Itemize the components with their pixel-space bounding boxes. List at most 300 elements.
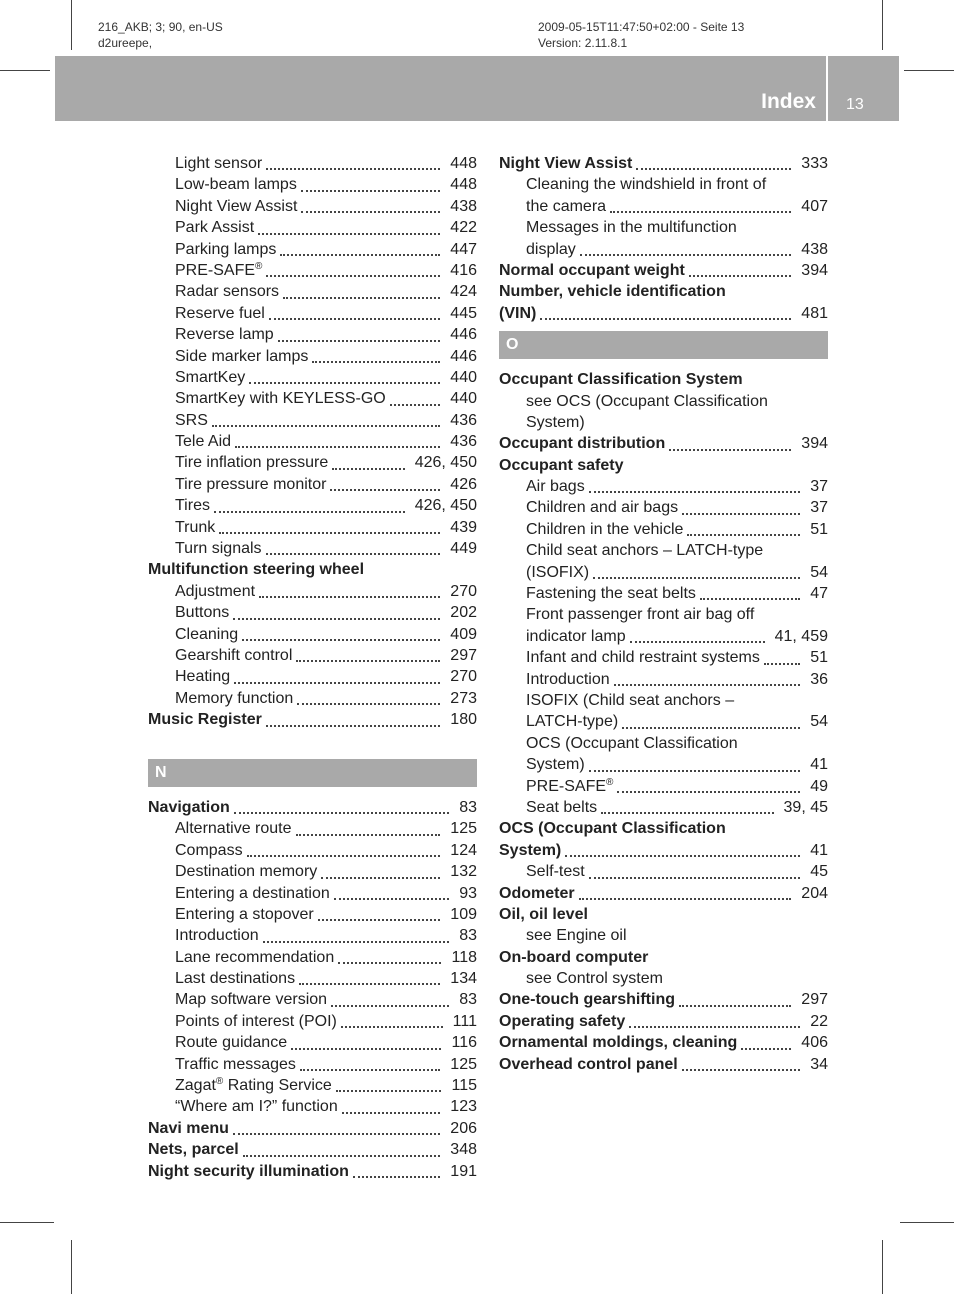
entry-text: Cleaning [175, 625, 239, 643]
index-subentry [148, 861, 477, 882]
index-subentry [148, 1096, 477, 1117]
index-subentry [148, 196, 477, 217]
index-entry [499, 840, 828, 861]
page-ref: 426 [450, 474, 477, 495]
index-subentry [499, 776, 828, 797]
page-ref: 448 [450, 153, 477, 174]
index-subentry [148, 388, 477, 409]
entry-text: System) [526, 413, 585, 431]
entry-text: Introduction [175, 927, 259, 945]
index-entry [148, 559, 477, 580]
index-subentry [148, 904, 477, 925]
index-subentry [499, 519, 828, 540]
entry-label [175, 820, 292, 837]
page-ref: 438 [801, 239, 828, 260]
index-subentry [148, 989, 477, 1010]
dot-leader [321, 877, 440, 879]
dot-leader [263, 941, 449, 943]
index-subentry [148, 217, 477, 238]
entry-label [175, 283, 279, 300]
meta-line: 216_AKB; 3; 90, en-US [98, 20, 223, 34]
page-ref: 440 [450, 367, 477, 388]
index-subentry [148, 1011, 477, 1032]
page-ref: 109 [450, 904, 477, 925]
dot-leader [214, 511, 405, 513]
index-entry [499, 153, 828, 174]
page-ref: 297 [801, 989, 828, 1010]
entry-label [499, 906, 588, 923]
page-ref: 54 [810, 562, 828, 583]
page-title: Index [761, 90, 816, 113]
entry-text: Night View Assist [175, 197, 298, 215]
dot-leader [540, 318, 791, 320]
entry-text: Navi menu [148, 1119, 229, 1137]
entry-text: Radar sensors [175, 283, 280, 301]
page-ref: 115 [451, 1075, 477, 1096]
entry-label [175, 390, 386, 407]
dot-leader [610, 211, 791, 213]
index-subentry [148, 410, 477, 431]
entry-text: OCS (Occupant Classification [499, 820, 726, 838]
entry-label [499, 262, 685, 279]
entry-text: PRE-SAFE [175, 261, 256, 279]
page-ref: 406 [801, 1032, 828, 1053]
entry-text: OCS (Occupant Classification [526, 734, 738, 752]
index-subentry [499, 217, 828, 238]
entry-label [175, 155, 262, 172]
entry-text: Traffic messages [175, 1055, 296, 1073]
index-entry [499, 1054, 828, 1075]
dot-leader [332, 468, 405, 470]
entry-text: see Control system [526, 970, 663, 988]
crop-mark [882, 0, 883, 50]
index-subentry [499, 239, 828, 260]
dot-leader [682, 1069, 800, 1071]
page-ref: 297 [450, 645, 477, 666]
page-ref: 125 [450, 1054, 477, 1075]
entry-text: Cleaning the windshield in front of [526, 176, 767, 194]
index-subentry [148, 260, 477, 281]
index-entry [499, 904, 828, 925]
page-ref: 202 [450, 602, 477, 623]
index-entry [499, 369, 828, 390]
index-subentry [148, 495, 477, 516]
entry-text: Front passenger front air bag off [526, 606, 755, 624]
entry-label [148, 1141, 239, 1158]
crop-mark [882, 1240, 883, 1294]
page-ref: 273 [450, 688, 477, 709]
entry-text: Tele Aid [175, 433, 232, 451]
dot-leader [296, 660, 440, 662]
entry-text: Buttons [175, 604, 230, 622]
page-ref: 440 [450, 388, 477, 409]
print-meta-right [538, 19, 744, 51]
dot-leader [565, 855, 800, 857]
entry-label [526, 863, 585, 880]
index-subentry [148, 602, 477, 623]
entry-label [175, 241, 276, 258]
page-ref: 34 [810, 1054, 828, 1075]
index-entry [499, 947, 828, 968]
entry-text: Seat belts [526, 798, 598, 816]
index-entry [499, 989, 828, 1010]
entry-label [175, 991, 327, 1008]
entry-text: Introduction [526, 670, 610, 688]
dot-leader [622, 727, 800, 729]
index-subentry [148, 883, 477, 904]
dot-leader [234, 812, 449, 814]
entry-label [148, 561, 364, 578]
index-entry [148, 709, 477, 730]
entry-text: Ornamental moldings, cleaning [499, 1034, 738, 1052]
page-ref: 449 [450, 538, 477, 559]
spacer [148, 731, 477, 752]
dot-leader [330, 489, 440, 491]
dot-leader [243, 1155, 440, 1157]
dot-leader [301, 211, 440, 213]
entry-label [175, 476, 326, 493]
entry-text: Reverse lamp [175, 326, 274, 344]
page-ref: 394 [801, 260, 828, 281]
index-entry [499, 433, 828, 454]
entry-label [175, 497, 210, 514]
page-ref: 481 [801, 303, 828, 324]
page-ref: 93 [459, 883, 477, 904]
page-ref: 424 [450, 281, 477, 302]
entry-label [526, 478, 585, 495]
index-entry [499, 1011, 828, 1032]
entry-label [175, 540, 262, 557]
page-ref: 83 [459, 797, 477, 818]
page-ref: 37 [810, 476, 828, 497]
index-subentry [499, 497, 828, 518]
index-entry [499, 818, 828, 839]
dot-leader [679, 1005, 791, 1007]
page-ref: 438 [450, 196, 477, 217]
page-ref: 116 [451, 1032, 477, 1053]
dot-leader [589, 770, 800, 772]
entry-label [175, 885, 330, 902]
entry-text: Adjustment [175, 582, 256, 600]
page-ref: 37 [810, 497, 828, 518]
entry-label [175, 262, 262, 279]
entry-text: Night View Assist [499, 155, 633, 172]
index-subentry [148, 346, 477, 367]
dot-leader [249, 382, 440, 384]
page-number: 13 [846, 96, 864, 113]
index-subentry [148, 947, 477, 968]
entry-label [175, 176, 297, 193]
entry-label [499, 1034, 737, 1051]
dot-leader [589, 491, 800, 493]
entry-label [526, 606, 754, 623]
entry-text: Infant and child restraint systems [526, 649, 760, 667]
index-subentry [499, 604, 828, 625]
entry-text: Points of interest (POI) [175, 1012, 337, 1030]
entry-label [175, 604, 229, 621]
page-ref: 51 [810, 647, 828, 668]
entry-text: Entering a destination [175, 884, 330, 902]
registered-mark: ® [606, 776, 614, 788]
index-subentry [148, 239, 477, 260]
entry-label [175, 949, 334, 966]
entry-text: “Where am I?” function [175, 1098, 338, 1116]
dot-leader [629, 1026, 800, 1028]
entry-label [175, 219, 254, 236]
entry-text: LATCH-type) [526, 713, 619, 731]
index-subentry [148, 688, 477, 709]
index-subentry [499, 669, 828, 690]
index-subentry [148, 968, 477, 989]
dot-leader [291, 1048, 441, 1050]
index-subentry [148, 174, 477, 195]
entry-text: Destination memory [175, 863, 318, 881]
page-ref: 270 [450, 581, 477, 602]
dot-leader [219, 532, 440, 534]
entry-text: Tire inflation pressure [175, 454, 329, 472]
index-entry [499, 260, 828, 281]
index-subentry [499, 583, 828, 604]
entry-text: Alternative route [175, 820, 292, 838]
index-subentry [148, 624, 477, 645]
index-subentry [499, 754, 828, 775]
page-ref: 416 [450, 260, 477, 281]
dot-leader [269, 318, 440, 320]
index-subentry [499, 626, 828, 647]
entry-text: Messages in the multifunction [526, 219, 737, 237]
index-subentry [148, 452, 477, 473]
entry-text: Compass [175, 841, 243, 859]
index-entry [499, 883, 828, 904]
meta-line: d2ureepe, [98, 36, 153, 50]
entry-label [526, 176, 766, 193]
dot-leader [687, 534, 800, 536]
entry-label [526, 393, 768, 410]
page-ref: 204 [801, 883, 828, 904]
entry-label [499, 305, 536, 322]
entry-text: Light sensor [175, 155, 263, 172]
dot-leader [299, 983, 440, 985]
dot-leader [630, 641, 765, 643]
dot-leader [617, 791, 800, 793]
index-subentry [499, 797, 828, 818]
entry-label [526, 521, 683, 538]
index-subentry [499, 861, 828, 882]
index-subentry [499, 391, 828, 412]
index-subentry [148, 474, 477, 495]
page-ref: 426, 450 [415, 495, 477, 516]
entry-label [526, 585, 696, 602]
entry-label [175, 927, 259, 944]
entry-label [526, 927, 627, 944]
dot-leader [338, 962, 441, 964]
dot-leader [331, 1005, 449, 1007]
dot-leader [266, 168, 440, 170]
crop-mark [904, 70, 954, 71]
page-ref: 51 [810, 519, 828, 540]
page-ref: 22 [810, 1011, 828, 1032]
entry-label [499, 820, 726, 837]
index-subentry [499, 647, 828, 668]
page-ref: 426, 450 [415, 452, 477, 473]
index-entry [148, 1139, 477, 1160]
dot-leader [259, 596, 440, 598]
entry-text: SmartKey [175, 368, 246, 386]
dot-leader [601, 812, 774, 814]
registered-mark: ® [215, 1076, 224, 1088]
page-ref: 41 [810, 754, 828, 775]
entry-text: (VIN) [499, 304, 537, 322]
entry-label [175, 690, 293, 707]
index-subentry [148, 925, 477, 946]
entry-text: Last destinations [175, 970, 296, 988]
page-ref: 448 [450, 174, 477, 195]
dot-leader [247, 855, 440, 857]
page-ref: 132 [450, 861, 477, 882]
entry-label [175, 1013, 337, 1030]
index-subentry [148, 517, 477, 538]
entry-label [175, 668, 230, 685]
index-subentry [148, 1032, 477, 1053]
entry-label [526, 735, 738, 752]
entry-text: Occupant Classification System [499, 371, 743, 389]
entry-label [526, 671, 610, 688]
index-entry [499, 1032, 828, 1053]
entry-text: Low-beam lamps [175, 176, 297, 194]
entry-text: Child seat anchors – LATCH-type [526, 542, 764, 560]
entry-text: PRE-SAFE [526, 777, 607, 795]
entry-label [148, 799, 230, 816]
entry-text: Heating [175, 668, 231, 686]
dot-leader [342, 1112, 440, 1114]
entry-text: Oil, oil level [499, 905, 588, 923]
page-ref: 41 [810, 840, 828, 861]
index-entry [499, 281, 828, 302]
section-header: N [148, 759, 477, 787]
index-subentry [499, 690, 828, 711]
page-ref: 83 [459, 989, 477, 1010]
entry-label [499, 842, 561, 859]
dot-leader [278, 340, 440, 342]
entry-text: System) [499, 841, 562, 859]
entry-text: System) [526, 756, 585, 774]
entry-label [499, 457, 623, 474]
entry-label [175, 863, 317, 880]
index-subentry [499, 925, 828, 946]
page-ref: 41, 459 [775, 626, 828, 647]
entry-text: (ISOFIX) [526, 563, 590, 581]
crop-mark [71, 1240, 72, 1294]
dot-leader [593, 577, 800, 579]
entry-label [175, 1098, 338, 1115]
entry-text: Number, vehicle identification [499, 283, 726, 301]
entry-text: Navigation [148, 798, 230, 816]
entry-label [175, 198, 297, 215]
crop-mark [900, 1222, 954, 1223]
entry-label [526, 649, 760, 666]
index-column-right [499, 153, 828, 1075]
dot-leader [589, 877, 800, 879]
entry-label [526, 778, 613, 795]
entry-label [175, 454, 328, 471]
page-ref: 445 [450, 303, 477, 324]
entry-text: ISOFIX (Child seat anchors – [526, 691, 735, 709]
dot-leader [579, 898, 791, 900]
entry-label [526, 970, 663, 987]
dot-leader [636, 168, 791, 170]
dot-leader [390, 404, 440, 406]
index-subentry [499, 476, 828, 497]
entry-label [175, 433, 231, 450]
page-ref: 348 [450, 1139, 477, 1160]
page-ref: 333 [801, 153, 828, 174]
entry-label [175, 519, 215, 536]
entry-label [148, 1163, 349, 1180]
page-ref: 125 [450, 818, 477, 839]
entry-label [499, 991, 675, 1008]
page-ref: 134 [450, 968, 477, 989]
index-entry [148, 797, 477, 818]
index-subentry [148, 367, 477, 388]
dot-leader [334, 898, 449, 900]
entry-text: Side marker lamps [175, 347, 309, 365]
index-subentry [148, 1075, 477, 1096]
dot-leader [682, 513, 800, 515]
entry-label [526, 628, 626, 645]
entry-text: Tires [175, 497, 210, 515]
page-ref: 180 [450, 709, 477, 730]
dot-leader [233, 1133, 440, 1135]
entry-text: Nets, parcel [148, 1141, 239, 1159]
entry-label [499, 1056, 678, 1073]
dot-leader [235, 446, 440, 448]
page-ref: 446 [450, 346, 477, 367]
dot-leader [336, 1090, 441, 1092]
index-entry [499, 455, 828, 476]
index-subentry [499, 174, 828, 195]
entry-text: SmartKey with KEYLESS-GO [175, 390, 386, 408]
index-subentry [499, 196, 828, 217]
entry-text: Lane recommendation [175, 948, 335, 966]
entry-label [175, 369, 245, 386]
dot-leader [700, 598, 800, 600]
entry-text: Parking lamps [175, 240, 277, 258]
entry-text: SRS [175, 411, 208, 429]
page-ref: 409 [450, 624, 477, 645]
index-subentry [499, 733, 828, 754]
dot-leader [300, 1069, 440, 1071]
entry-label [526, 241, 576, 258]
entry-text: Fastening the seat belts [526, 585, 696, 603]
index-subentry [148, 1054, 477, 1075]
entry-label [175, 1056, 296, 1073]
page-ref: 439 [450, 517, 477, 538]
page-ref: 39, 45 [784, 797, 828, 818]
dot-leader [212, 425, 440, 427]
entry-text: Route guidance [175, 1034, 288, 1052]
entry-text: Children in the vehicle [526, 520, 684, 538]
entry-label [175, 326, 274, 343]
dot-leader [266, 553, 440, 555]
section-header: O [499, 331, 828, 359]
index-entry [499, 303, 828, 324]
dot-leader [283, 297, 440, 299]
entry-label [526, 692, 734, 709]
index-subentry [148, 581, 477, 602]
index-entry [148, 1161, 477, 1182]
entry-label [526, 414, 585, 431]
page-ref: 111 [453, 1011, 477, 1032]
